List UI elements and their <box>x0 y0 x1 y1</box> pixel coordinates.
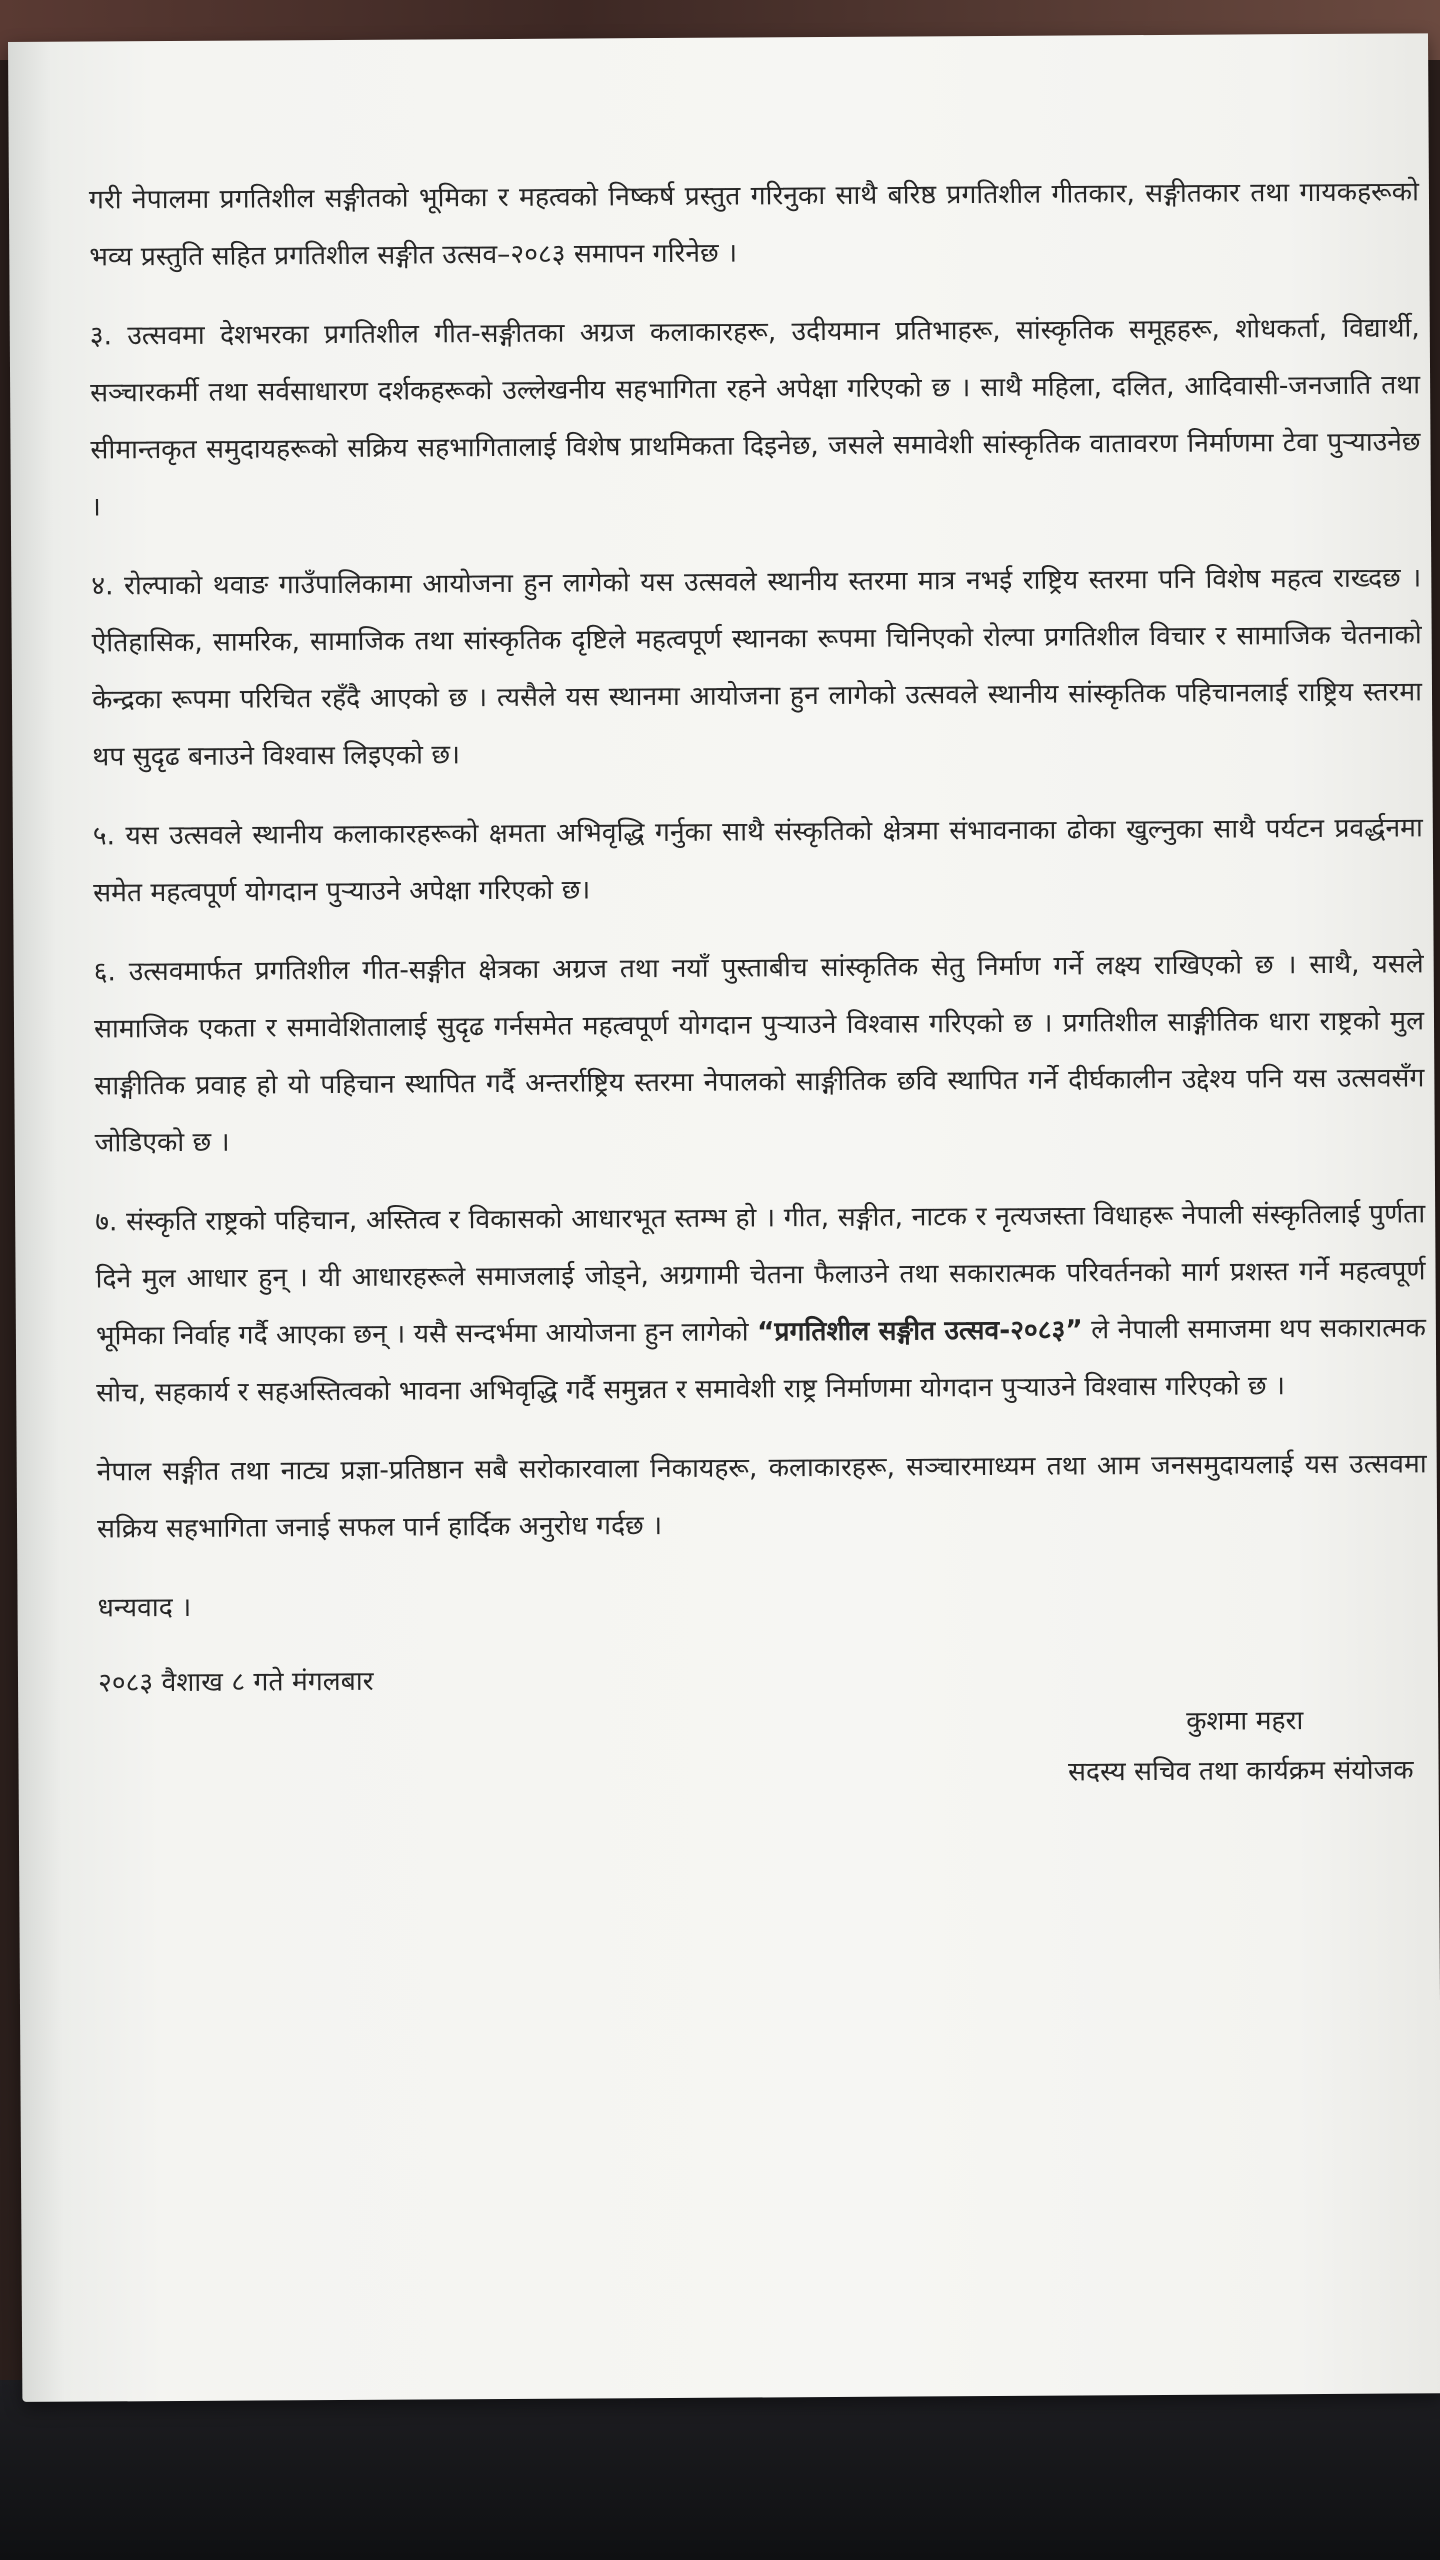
thanks-line: धन्यवाद । <box>97 1591 192 1624</box>
paragraph-4: ४. रोल्पाको थवाङ गाउँपालिकामा आयोजना हुन लागेको यस उत्सवले स्थानीय स्तरमा मात्र नभई राष्ट्रिय स्तरमा पनि विशेष महत्व राख्दछ । ऐतिहासिक, सामरिक, सामाजिक तथा सांस्कृतिक दृष्टिले महत्वपूर्ण स्थानका रूपमा चिनिएको रोल्पा प्रगतिशील विचार र सामाजिक चेतनाको केन्द्रका रूपमा परिचित रहँदै आएको छ । त्यसैले यस स्थानमा आयोजना हुन लागेको उत्सवले स्थानीय सांस्कृतिक पहिचानलाई राष्ट्रिय स्तरमा थप सुदृढ बनाउने विश्वास लिइएको छ। <box>91 562 1423 773</box>
paragraph-7-text-b: ले नेपाली समाजमा थप सकारात्मक सोच, सहकार्य र सहअस्तित्वको भावना अभिवृद्धि गर्दै समुन्नत र समावेशी राष्ट्र निर्माणमा योगदान पुऱ्याउने विश्वास गरिएको छ । <box>96 1312 1426 1409</box>
signature-block <box>98 1695 1414 1803</box>
paragraph-3: ३. उत्सवमा देशभरका प्रगतिशील गीत-सङ्गीतका अग्रज कलाकारहरू, उदीयमान प्रतिभाहरू, सांस्कृतिक समूहहरू, शोधकर्ता, विद्यार्थी, सञ्चारकर्मी तथा सर्वसाधारण दर्शकहरूको उल्लेखनीय सहभागिता रहने अपेक्षा गरिएको छ । साथै महिला, दलित, आदिवासी-जनजाति तथा सीमान्तकृत समुदायहरूको सक्रिय सहभागितालाई विशेष प्राथमिकता दिइनेछ, जसले समावेशी सांस्कृतिक वातावरण निर्माणमा टेवा पुऱ्याउनेछ । <box>89 312 1421 523</box>
date-line: २०८३ वैशाख ८ गते मंगलबार <box>97 1665 374 1699</box>
document-page <box>8 33 1440 2402</box>
signatory-title: सदस्य सचिव तथा कार्यक्रम संयोजक <box>1067 1754 1414 1788</box>
document-body <box>89 163 1429 1803</box>
paragraph-5: ५. यस उत्सवले स्थानीय कलाकारहरूको क्षमता अभिवृद्धि गर्नुका साथै संस्कृतिको क्षेत्रमा संभावनाका ढोका खुल्नुका साथै पर्यटन प्रवर्द्धनमा समेत महत्वपूर्ण योगदान पुऱ्याउने अपेक्षा गरिएको छ। <box>92 812 1423 909</box>
paragraph-7-text-a: ७. संस्कृति राष्ट्रको पहिचान, अस्तित्व र विकासको आधारभूत स्तम्भ हो । गीत, सङ्गीत, नाटक र नृत्यजस्ता विधाहरू नेपाली संस्कृतिलाई पुर्णता दिने मुल आधार हुन् । यी आधारहरूले समाजलाई जोड्ने, अग्रगामी चेतना फैलाउने तथा सकारात्मक परिवर्तनको मार्ग प्रशस्त गर्ने महत्वपूर्ण भूमिका निर्वाह गर्दै आएका छन् । यसै सन्दर्भमा आयोजना हुन लागेको <box>95 1198 1426 1352</box>
background-table <box>0 2380 1440 2560</box>
paragraph-continuation: गरी नेपालमा प्रगतिशील सङ्गीतको भूमिका र महत्वको निष्कर्ष प्रस्तुत गरिनुका साथै बरिष्ठ प्रगतिशील गीतकार, सङ्गीतकार तथा गायकहरूको भव्य प्रस्तुति सहित प्रगतिशील सङ्गीत उत्सव–२०८३ समापन गरिनेछ । <box>88 176 1420 273</box>
paragraph-7 <box>95 1185 1426 1421</box>
paragraph-6: ६. उत्सवमार्फत प्रगतिशील गीत-सङ्गीत क्षेत्रका अग्रज तथा नयाँ पुस्ताबीच सांस्कृतिक सेतु निर्माण गर्ने लक्ष्य राखिएको छ । साथै, यसले सामाजिक एकता र समावेशितालाई सुदृढ गर्नसमेत महत्वपूर्ण योगदान पुऱ्याउने विश्वास गरिएको छ । प्रगतिशील साङ्गीतिक धारा राष्ट्रको मुल साङ्गीतिक प्रवाह हो यो पहिचान स्थापित गर्दै अन्तर्राष्ट्रिय स्तरमा नेपालको साङ्गीतिक छवि स्थापित गर्ने दीर्घकालीन उद्देश्य पनि यस उत्सवसँग जोडिएको छ । <box>93 948 1425 1159</box>
appeal-paragraph: नेपाल सङ्गीत तथा नाट्य प्रज्ञा-प्रतिष्ठान सबै सरोकारवाला निकायहरू, कलाकारहरू, सञ्चारमाध्यम तथा आम जनसमुदायलाई यस उत्सवमा सक्रिय सहभागिता जनाई सफल पार्न हार्दिक अनुरोध गर्दछ । <box>96 1448 1427 1545</box>
festival-name-bold: “प्रगतिशील सङ्गीत उत्सव-२०८३” <box>756 1314 1083 1348</box>
signatory-name: कुशमा महरा <box>1186 1705 1304 1737</box>
